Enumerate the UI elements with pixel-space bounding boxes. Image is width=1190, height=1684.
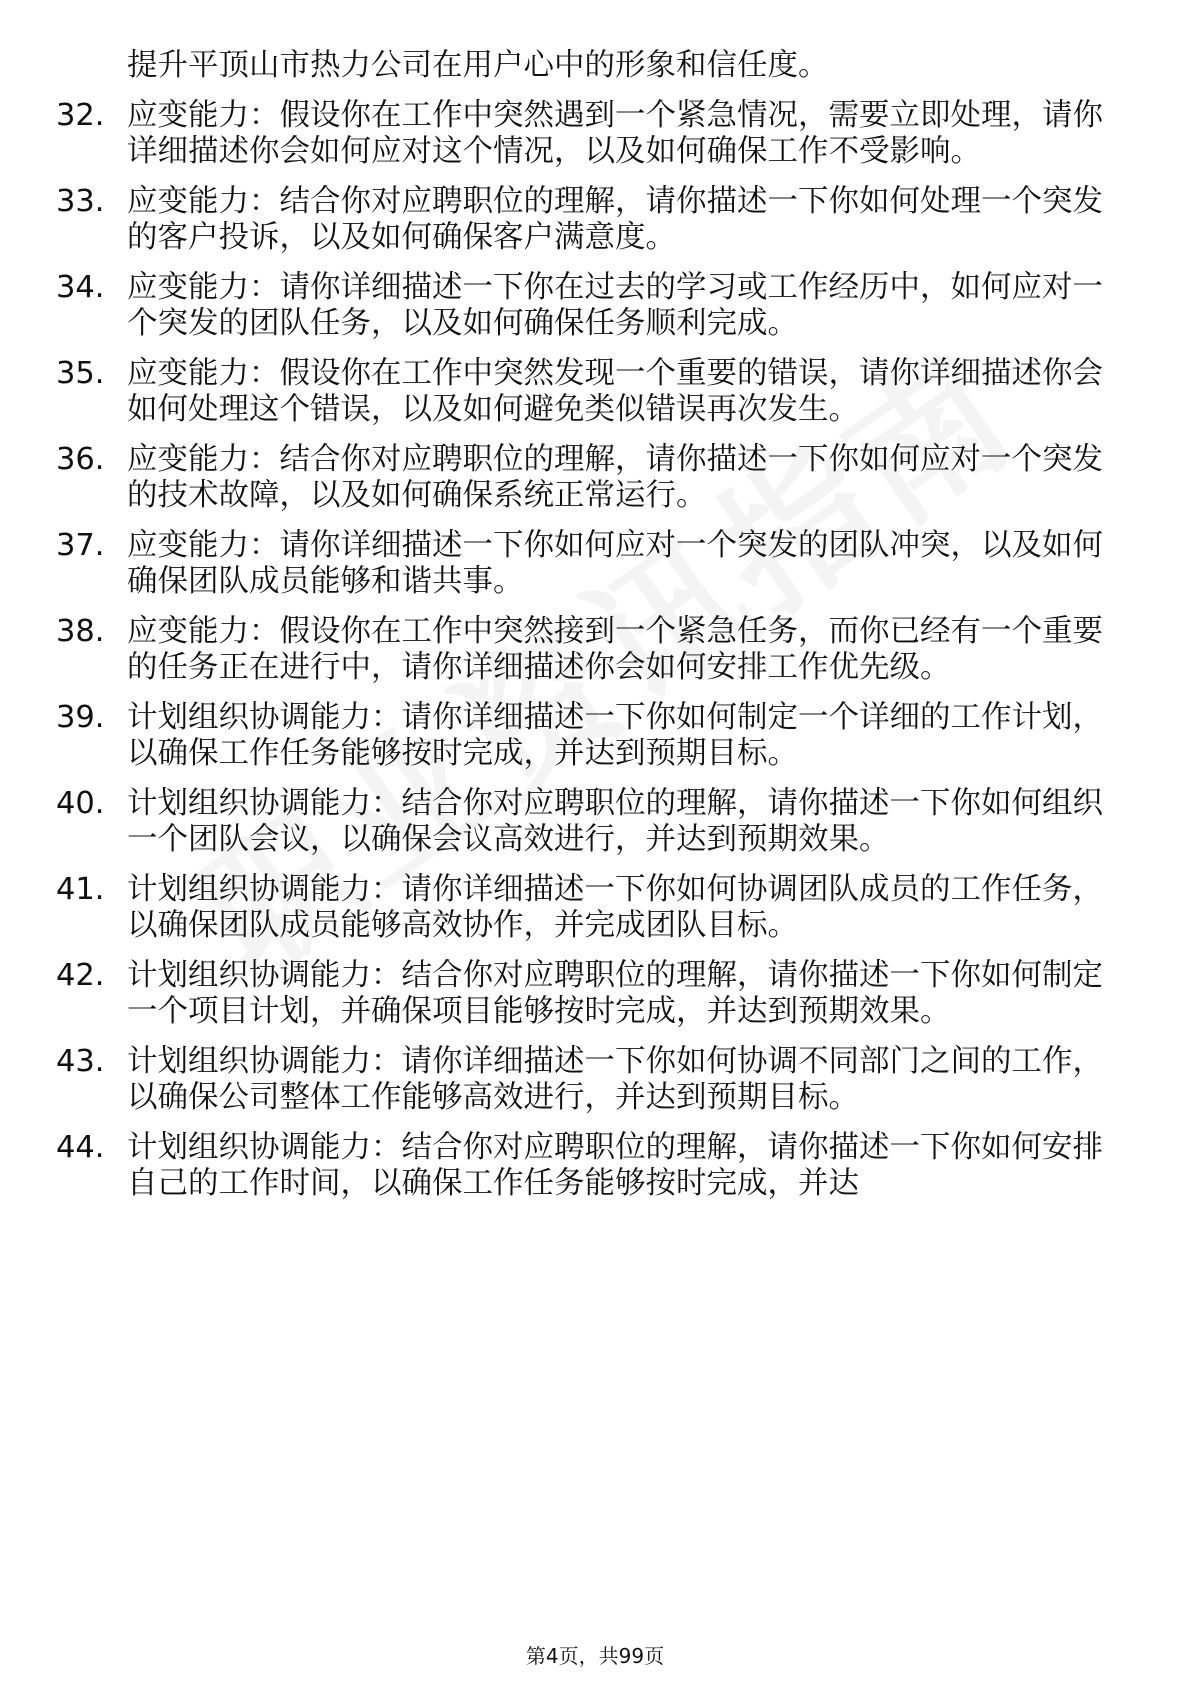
list-item [56, 270, 1114, 342]
item-number: 32. [56, 98, 105, 133]
item-text: 应变能力：请你详细描述一下你在过去的学习或工作经历中，如何应对一个突发的团队任务，以及如何确保任务顺利完成。 [127, 270, 1103, 341]
page-footer: 第4页，共99页 [525, 1644, 665, 1668]
item-number: 42. [56, 958, 105, 993]
item-text: 计划组织协调能力：结合你对应聘职位的理解，请你描述一下你如何制定一个项目计划，并确保项目能够按时完成，并达到预期效果。 [127, 958, 1103, 1029]
item-number: 43. [56, 1044, 105, 1079]
list-item [56, 1130, 1114, 1202]
list-item [56, 614, 1114, 686]
list-item [56, 356, 1114, 428]
item-text: 应变能力：假设你在工作中突然遇到一个紧急情况，需要立即处理，请你详细描述你会如何应对这个情况，以及如何确保工作不受影响。 [127, 98, 1103, 169]
item-number: 36. [56, 442, 105, 477]
list-item [56, 184, 1114, 256]
continued-paragraph: 提升平顶山市热力公司在用户心中的形象和信任度。 [127, 48, 829, 83]
item-number: 44. [56, 1130, 105, 1165]
list-item [56, 700, 1114, 772]
item-text: 应变能力：结合你对应聘职位的理解，请你描述一下你如何应对一个突发的技术故障，以及如何确保系统正常运行。 [127, 442, 1103, 513]
item-number: 34. [56, 270, 105, 305]
list-item [56, 98, 1114, 170]
item-number: 37. [56, 528, 105, 563]
item-number: 35. [56, 356, 105, 391]
list-item [56, 528, 1114, 600]
list-item [56, 958, 1114, 1030]
item-text: 计划组织协调能力：请你详细描述一下你如何协调团队成员的工作任务，以确保团队成员能够高效协作，并完成团队目标。 [127, 872, 1103, 943]
list-item [56, 442, 1114, 514]
item-number: 39. [56, 700, 105, 735]
item-number: 33. [56, 184, 105, 219]
item-text: 计划组织协调能力：结合你对应聘职位的理解，请你描述一下你如何安排自己的工作时间，以确保工作任务能够按时完成，并达 [127, 1130, 1103, 1201]
item-text: 计划组织协调能力：结合你对应聘职位的理解，请你描述一下你如何组织一个团队会议，以确保会议高效进行，并达到预期效果。 [127, 786, 1103, 857]
item-text: 计划组织协调能力：请你详细描述一下你如何协调不同部门之间的工作，以确保公司整体工作能够高效进行，并达到预期目标。 [127, 1044, 1103, 1115]
item-text: 应变能力：假设你在工作中突然发现一个重要的错误，请你详细描述你会如何处理这个错误，以及如何避免类似错误再次发生。 [127, 356, 1103, 427]
document-body [0, 48, 1190, 1216]
item-number: 40. [56, 786, 105, 821]
list-item [56, 1044, 1114, 1116]
item-text: 应变能力：结合你对应聘职位的理解，请你描述一下你如何处理一个突发的客户投诉，以及如何确保客户满意度。 [127, 184, 1103, 255]
list-item [56, 786, 1114, 858]
item-text: 计划组织协调能力：请你详细描述一下你如何制定一个详细的工作计划，以确保工作任务能够按时完成，并达到预期目标。 [127, 700, 1103, 771]
list-item [56, 872, 1114, 944]
item-text: 应变能力：请你详细描述一下你如何应对一个突发的团队冲突，以及如何确保团队成员能够和谐共事。 [127, 528, 1103, 599]
item-number: 41. [56, 872, 105, 907]
item-number: 38. [56, 614, 105, 649]
item-text: 应变能力：假设你在工作中突然接到一个紧急任务，而你已经有一个重要的任务正在进行中，请你详细描述你会如何安排工作优先级。 [127, 614, 1103, 685]
